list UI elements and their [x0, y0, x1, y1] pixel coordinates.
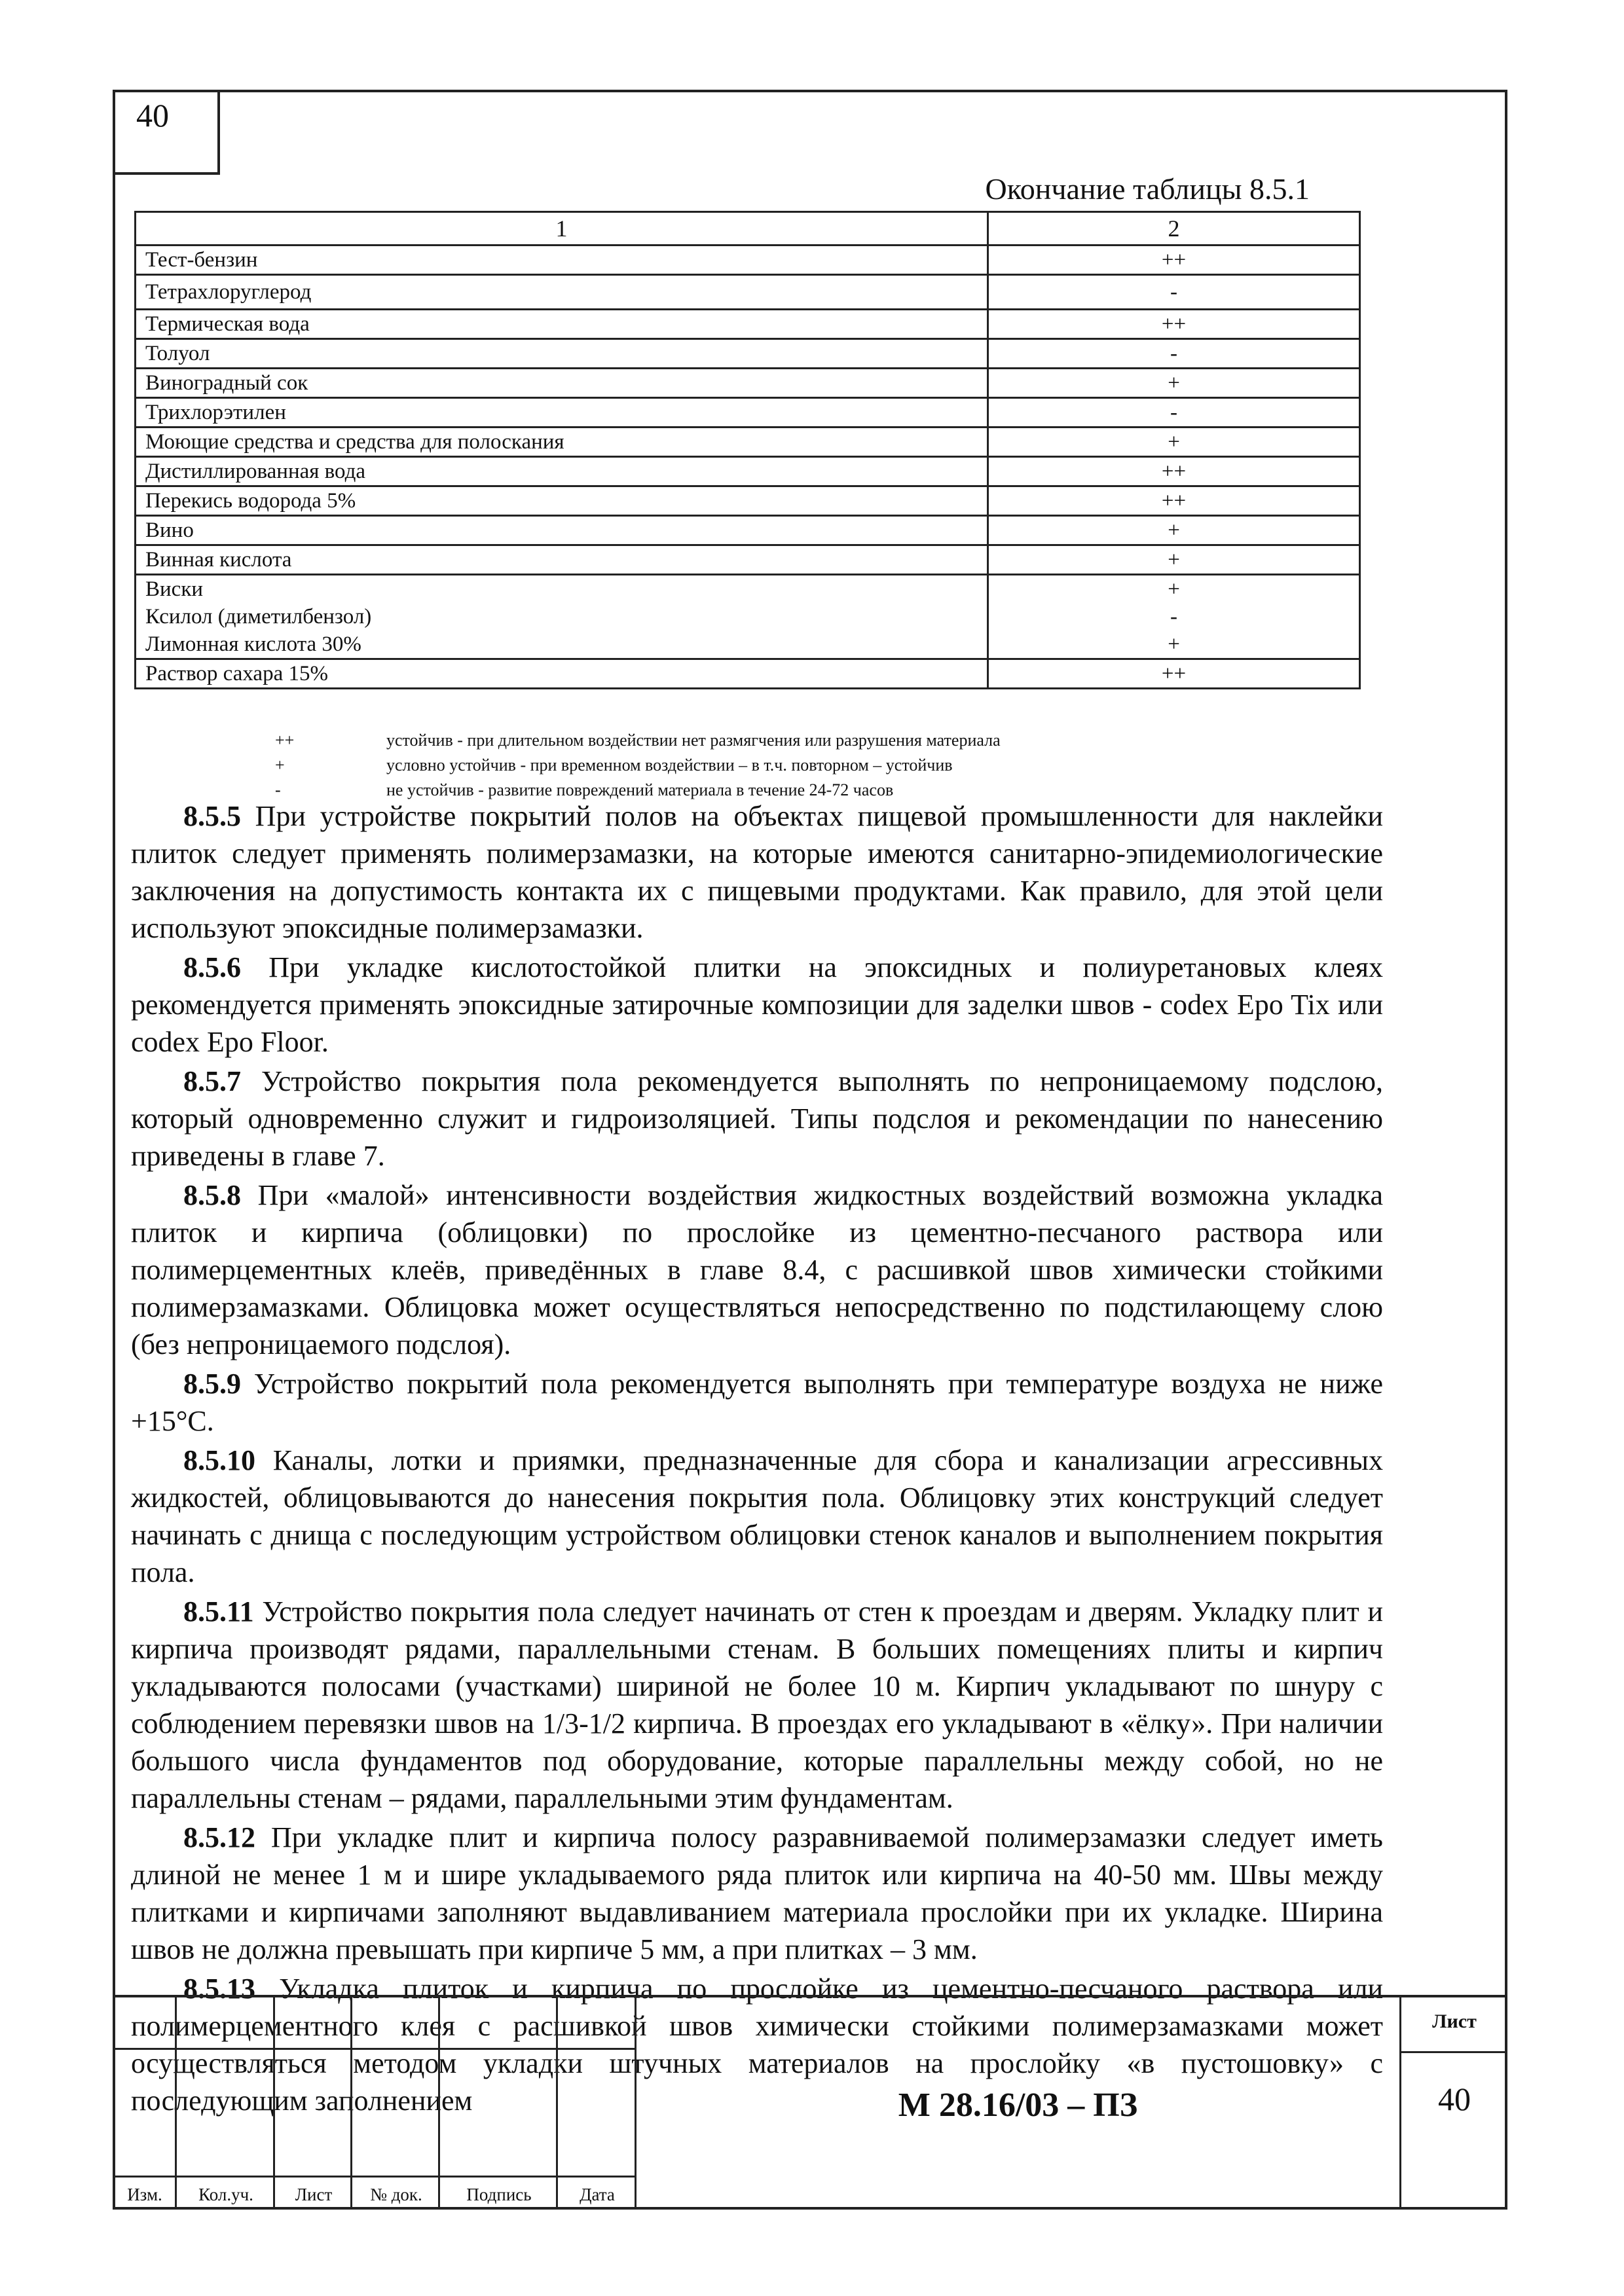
substance-cell: Трихлорэтилен — [136, 398, 988, 428]
rating-cell: ++ — [988, 486, 1360, 516]
body-text — [131, 797, 1383, 2121]
paragraph-number: 8.5.11 — [183, 1595, 254, 1628]
legend-item — [275, 753, 1388, 778]
table-row — [136, 428, 1360, 457]
stamp-header: Лист — [295, 2185, 333, 2204]
table-row — [136, 603, 1360, 630]
legend-text: устойчив - при длительном воздействии нет размягчения или разрушения материала — [386, 731, 1001, 750]
table-row — [136, 339, 1360, 369]
table-header-row — [136, 212, 1360, 246]
paragraph-number: 8.5.12 — [183, 1821, 255, 1853]
paragraph-number: 8.5.6 — [183, 951, 241, 983]
table-caption: Окончание таблицы 8.5.1 — [985, 172, 1310, 206]
paragraph — [131, 797, 1383, 947]
table-row — [136, 516, 1360, 545]
table-row — [136, 575, 1360, 604]
paragraph-text: При укладке кислотостойкой плитки на эпоксидных и полиуретановых клеях рекомендуется применять эпоксидные затирочные композиции для заделки швов - codex Epo Tix или codex Epo Floor. — [131, 951, 1383, 1058]
substance-cell: Тетрахлоруглерод — [136, 275, 988, 310]
rating-cell: - — [988, 398, 1360, 428]
rating-cell: ++ — [988, 246, 1360, 275]
paragraph-number: 8.5.7 — [183, 1065, 241, 1097]
table-row — [136, 310, 1360, 339]
paragraph-number: 8.5.8 — [183, 1179, 241, 1211]
document-code: М 28.16/03 – ПЗ — [898, 2086, 1138, 2124]
rating-cell: + — [988, 369, 1360, 398]
stamp-header: Кол.уч. — [198, 2185, 253, 2204]
rating-cell: ++ — [988, 310, 1360, 339]
rating-cell: - — [988, 603, 1360, 630]
table-row — [136, 246, 1360, 275]
table-row — [136, 457, 1360, 486]
substance-cell: Толуол — [136, 339, 988, 369]
substance-cell: Дистиллированная вода — [136, 457, 988, 486]
stamp-header: Изм. — [127, 2185, 162, 2204]
paragraph-number: 8.5.13 — [183, 1973, 255, 2005]
table-row — [136, 659, 1360, 689]
substance-cell: Виски — [136, 575, 988, 604]
table-row — [136, 275, 1360, 310]
legend-text: условно устойчив - при временном воздействии – в т.ч. повторном – устойчив — [386, 756, 953, 774]
stamp-header: Подпись — [466, 2185, 532, 2204]
substance-cell: Перекись водорода 5% — [136, 486, 988, 516]
legend-symbol: + — [275, 756, 285, 774]
substance-cell: Моющие средства и средства для полоскания — [136, 428, 988, 457]
rating-cell: - — [988, 339, 1360, 369]
paragraph-text: Устройство покрытия пола рекомендуется выполнять по непроницаемому подслою, который одновременно служит и гидроизоляцией. Типы подслоя и рекомендации по нанесению приведены в главе 7. — [131, 1065, 1383, 1172]
paragraph-text: При укладке плит и кирпича полосу разравниваемой полимерзамазки следует иметь длиной не менее 1 м и шире укладываемого ряда плиток или кирпича на 40-50 мм. Швы между плитками и кирпичами заполняют выдавливанием материала прослойки при их укладке. Ширина швов не должна превышать при кирпиче 5 мм, а при плитках – 3 мм. — [131, 1821, 1383, 1965]
rating-cell: ++ — [988, 457, 1360, 486]
substance-cell: Винная кислота — [136, 545, 988, 575]
table-header-cell: 1 — [136, 212, 988, 246]
table-legend — [275, 728, 1388, 803]
table-row — [136, 486, 1360, 516]
paragraph-text: Устройство покрытий пола рекомендуется выполнять при температуре воздуха не ниже +15°С. — [131, 1368, 1383, 1437]
rating-cell: + — [988, 545, 1360, 575]
paragraph-text: Укладка плиток и кирпича по прослойке из цементно-песчаного раствора или полимерцементного клея с расшивкой швов химически стойкими полимерзамазками может осуществляться методом укладки штучных материалов на прослойку «в пустошовку» с последующим заполнением — [131, 1973, 1383, 2117]
substance-cell: Лимонная кислота 30% — [136, 630, 988, 659]
paragraph-text: Устройство покрытия пола следует начинать от стен к проездам и дверям. Укладку плит и кирпича производят рядами, параллельными стенам. В больших помещениях плиты и кирпич укладываются полосами (участками) шириной не более 10 м. Кирпич укладывают по шнуру с соблюдением перевязки швов на 1/3-1/2 кирпича. В проездах его укладывают в «ёлку». При наличии большого числа фундаментов под оборудование, которые параллельны между собой, но не параллельны стенам – рядами, параллельными этим фундаментам. — [131, 1595, 1383, 1814]
stamp-header: Дата — [580, 2185, 615, 2204]
table-row — [136, 398, 1360, 428]
paragraph — [131, 1365, 1383, 1440]
substance-cell: Виноградный сок — [136, 369, 988, 398]
resistance-table — [134, 211, 1361, 689]
sheet-label: Лист — [1432, 2011, 1477, 2032]
paragraph-text: При «малой» интенсивности воздействия жидкостных воздействий возможна укладка плиток и кирпича (облицовки) по прослойке из цементно-песчаного раствора или полимерцементных клеёв, приведённых в главе 8.4, с расшивкой швов химически стойкими полимерзамазками. Облицовка может осуществляться непосредственно по подстилающему слою (без непроницаемого подслоя). — [131, 1179, 1383, 1360]
rating-cell: + — [988, 630, 1360, 659]
rating-cell: - — [988, 275, 1360, 310]
substance-cell: Термическая вода — [136, 310, 988, 339]
sheet-number: 40 — [1438, 2081, 1471, 2117]
paragraph-text: Каналы, лотки и приямки, предназначенные для сбора и канализации агрессивных жидкостей, облицовываются до нанесения покрытия пола. Облицовку этих конструкций следует начинать с днища с последующим устройством облицовки стенок каналов и выполнением покрытия пола. — [131, 1444, 1383, 1588]
paragraph — [131, 1063, 1383, 1175]
rating-cell: ++ — [988, 659, 1360, 689]
paragraph — [131, 1593, 1383, 1817]
paragraph-number: 8.5.9 — [183, 1368, 241, 1400]
legend-symbol: - — [275, 780, 281, 799]
paragraph — [131, 1442, 1383, 1591]
paragraph-number: 8.5.5 — [183, 800, 241, 832]
table-row — [136, 630, 1360, 659]
substance-cell: Раствор сахара 15% — [136, 659, 988, 689]
substance-cell: Вино — [136, 516, 988, 545]
table-row — [136, 369, 1360, 398]
table-header-cell: 2 — [988, 212, 1360, 246]
legend-item — [275, 728, 1388, 753]
paragraph — [131, 1176, 1383, 1363]
title-block — [113, 1995, 1507, 2210]
rating-cell: + — [988, 575, 1360, 604]
stamp-header: № док. — [370, 2185, 422, 2204]
paragraph — [131, 1819, 1383, 1968]
paragraph-number: 8.5.10 — [183, 1444, 255, 1476]
page-number: 40 — [113, 90, 220, 175]
table-row — [136, 545, 1360, 575]
substance-cell: Ксилол (диметилбензол) — [136, 603, 988, 630]
legend-text: не устойчив - развитие повреждений материала в течение 24-72 часов — [386, 780, 894, 799]
paragraph-text: При устройстве покрытий полов на объектах пищевой промышленности для наклейки плиток следует применять полимерзамазки, на которые имеются санитарно-эпидемиологические заключения на допустимость контакта их с пищевыми продуктами. Как правило, для этой цели используют эпоксидные полимерзамазки. — [131, 800, 1383, 944]
paragraph — [131, 949, 1383, 1061]
rating-cell: + — [988, 516, 1360, 545]
rating-cell: + — [988, 428, 1360, 457]
legend-symbol: ++ — [275, 731, 295, 750]
substance-cell: Тест-бензин — [136, 246, 988, 275]
